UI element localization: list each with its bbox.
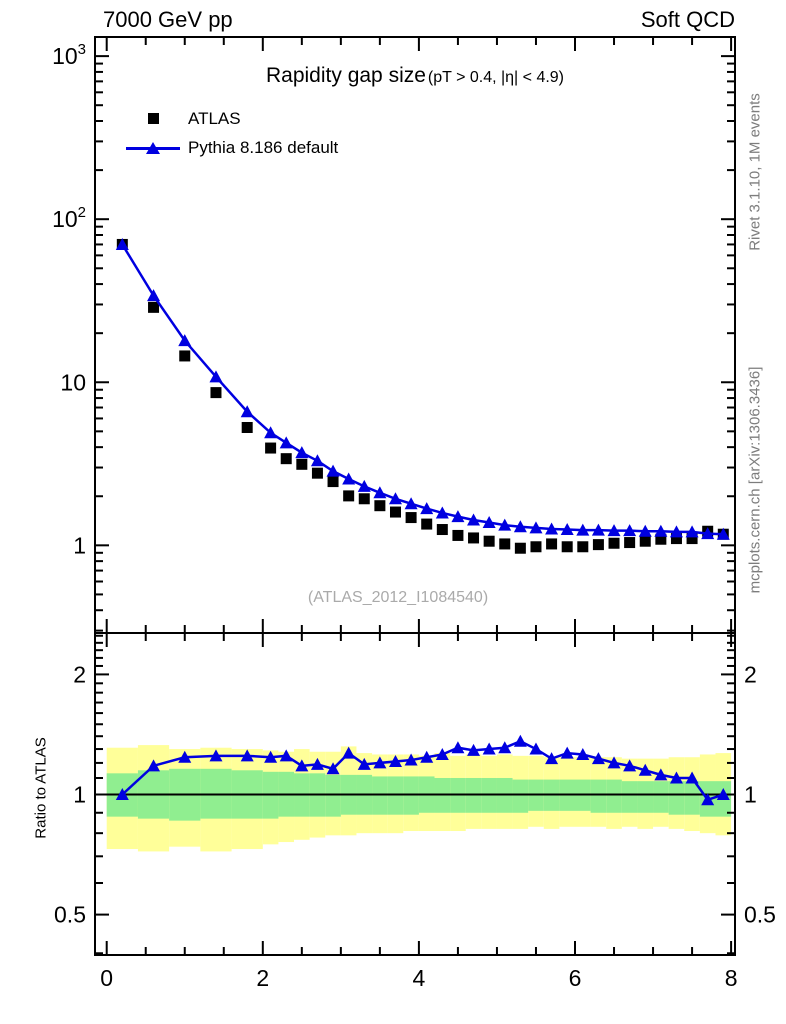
header-process-group: Soft QCD (640, 7, 735, 32)
legend-label-atlas: ATLAS (188, 108, 241, 128)
svg-text:4: 4 (412, 965, 426, 991)
svg-text:2: 2 (256, 965, 270, 991)
svg-text:6: 6 (568, 965, 582, 991)
plot-title (266, 64, 564, 88)
plot-title-cuts: (pT > 0.4, |η| < 4.9) (427, 69, 565, 86)
legend-item-pythia (126, 133, 338, 162)
svg-text:1: 1 (744, 781, 757, 808)
plot-title-main: Rapidity gap size (265, 64, 426, 87)
black-square-marker-icon (126, 112, 180, 126)
svg-text:102: $10^2$ (52, 204, 86, 233)
header-beam-energy: 7000 GeV pp (103, 7, 233, 32)
legend (126, 104, 338, 162)
analysis-watermark: (ATLAS_2012_I1084540) (307, 589, 489, 606)
svg-text:1: 1 (73, 781, 86, 808)
legend-label-pythia: Pythia 8.186 default (188, 137, 339, 157)
ratio-axis-title: Ratio to ATLAS (32, 737, 50, 839)
svg-text:2: 2 (744, 661, 757, 688)
pythia-series (116, 238, 730, 540)
svg-text:0.5: 0.5 (744, 901, 776, 928)
svg-text:10: 10 (60, 369, 86, 396)
svg-text:8: 8 (724, 965, 738, 991)
mcplots-arxiv-note: mcplots.cern.ch [arXiv:1306.3436] (746, 366, 764, 594)
svg-text:0: 0 (100, 965, 114, 991)
svg-text:2: 2 (73, 661, 86, 688)
legend-item-atlas (126, 104, 338, 133)
svg-text:1: 1 (73, 532, 86, 559)
svg-text:0.5: 0.5 (54, 901, 86, 928)
rivet-version-note: Rivet 3.1.10, 1M events (746, 93, 764, 251)
blue-triangle-line-marker-icon (126, 141, 180, 155)
svg-text:103: $10^3$ (52, 41, 86, 70)
